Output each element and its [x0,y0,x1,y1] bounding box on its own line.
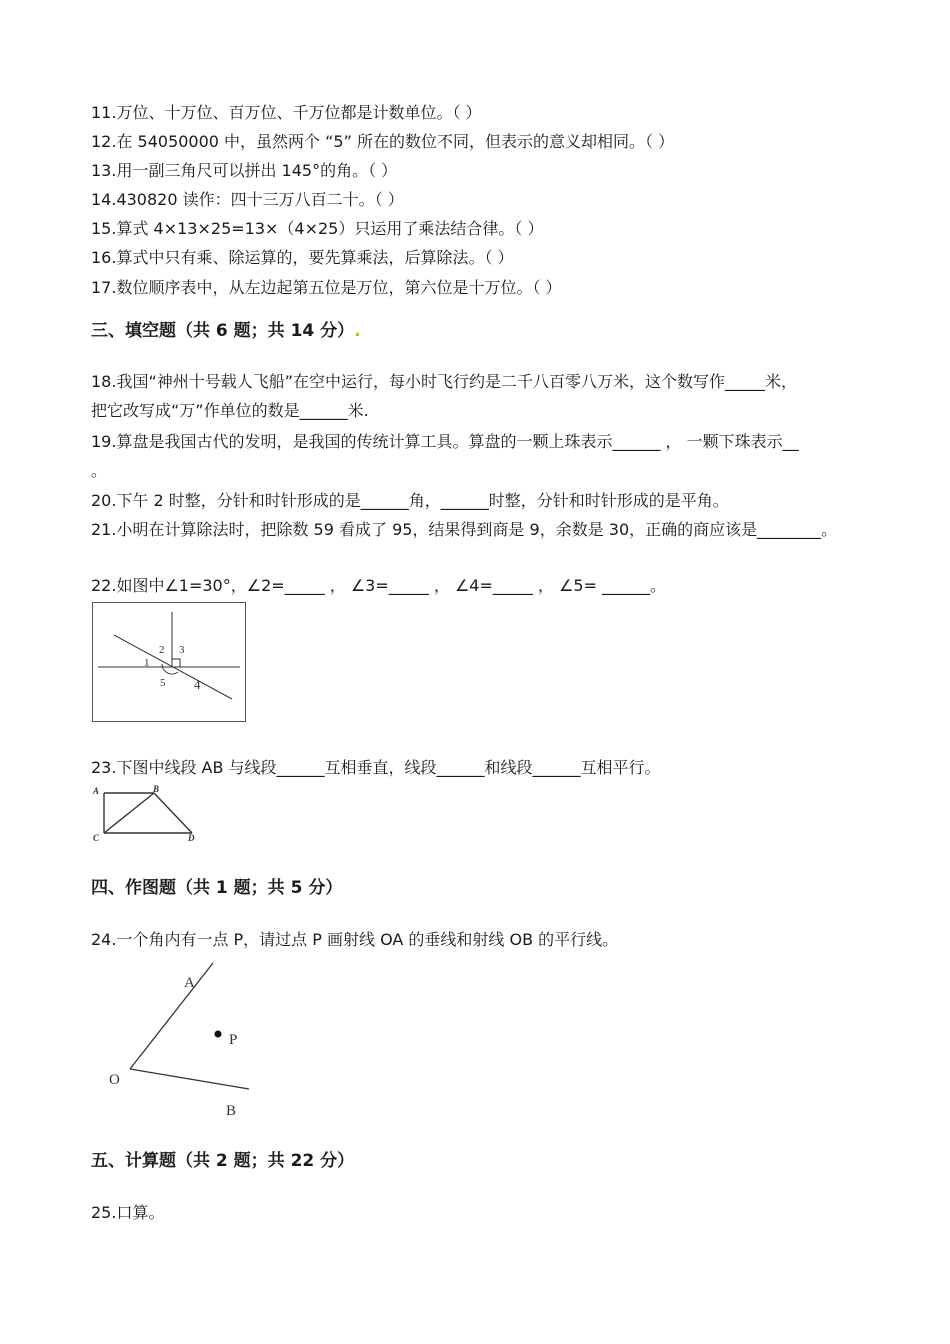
angle-figure-22 [92,602,246,722]
point-label-d: D [188,833,195,843]
question-23: 23.下图中线段 AB 与线段______互相垂直，线段______和线段______互相平行。 [91,758,661,777]
question-17: 17.数位顺序表中，从左边起第五位是万位，第六位是十万位。（ ） [91,278,562,297]
point-label-a: A [184,975,195,991]
figure-22-frame [93,603,246,722]
point-label-b: B [153,784,160,794]
angle-label-5: 5 [160,677,166,689]
angle-figure-24 [105,960,265,1125]
ray-oa [130,963,213,1069]
question-18-line-2: 把它改写成“万”作单位的数是______米. [91,401,369,420]
figure-22-right-angle-mark [172,659,180,667]
question-19-line-1: 19.算盘是我国古代的发明，是我国的传统计算工具。算盘的一颗上珠表示______ ， 一颗下珠表示__ [91,432,799,451]
question-13: 13.用一副三角尺可以拼出 145°的角。（ ） [91,161,398,180]
section-5-title: 五、计算题（共 2 题；共 22 分） [91,1151,355,1171]
question-16: 16.算式中只有乘、除运算的，要先算乘法，后算除法。（ ） [91,248,514,267]
point-label-b: B [226,1103,237,1119]
section-3-dot: . [354,321,361,341]
angle-label-1: 1 [144,657,150,669]
question-24: 24.一个角内有一点 P，请过点 P 画射线 OA 的垂线和射线 OB 的平行线。 [91,930,619,949]
section-3-title [91,320,361,342]
point-label-a: A [93,786,100,796]
trapezoid-figure-23 [92,785,207,845]
question-21: 21.小明在计算除法时，把除数 59 看成了 95，结果得到商是 9，余数是 30，正确的商应该是________。 [91,520,838,539]
point-p-dot [215,1031,222,1038]
question-19-line-2: 。 [91,461,108,480]
point-label-c: C [93,833,100,843]
question-18-line-1: 18.我国“神州十号载人飞船”在空中运行，每小时飞行约是二千八百零八万米，这个数写作_____米， [91,372,798,391]
question-12: 12.在 54050000 中，虽然两个 “5” 所在的数位不同，但表示的意义却相同。（ ） [91,132,675,151]
angle-label-3: 3 [179,644,185,656]
point-label-p: P [229,1032,238,1048]
segment-bc [104,793,154,833]
segment-bd [154,793,192,833]
question-22: 22.如图中∠1=30°，∠2=_____ ， ∠3=_____ ， ∠4=_____ ， ∠5= ______。 [91,576,667,595]
question-15: 15.算式 4×13×25=13×（4×25）只运用了乘法结合律。（ ） [91,219,544,238]
ray-ob [130,1069,249,1089]
question-11: 11.万位、十万位、百万位、千万位都是计数单位。（ ） [91,103,482,122]
angle-label-4: 4 [194,677,201,692]
angle-label-2: 2 [159,644,165,656]
question-14: 14.430820 读作：四十三万八百二十。（ ） [91,190,404,209]
section-3-title-text: 三、填空题（共 6 题；共 14 分） [91,321,355,341]
question-20: 20.下午 2 时整，分针和时针形成的是______角，______时整，分针和时针形成的是平角。 [91,491,729,510]
question-25: 25.口算。 [91,1203,165,1222]
point-label-o: O [109,1072,120,1088]
section-4-title: 四、作图题（共 1 题；共 5 分） [91,878,343,898]
